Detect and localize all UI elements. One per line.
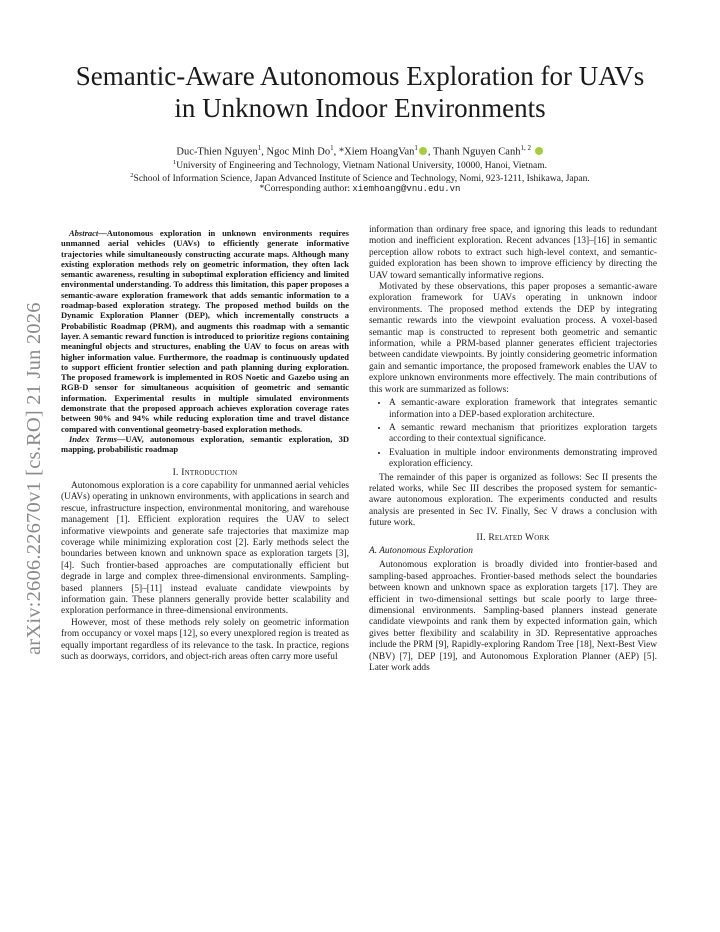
paragraph: Autonomous exploration is a core capability for unmanned aerial vehicles (UAVs) operating in unknown environments, with applications in search and rescue, infrastructure inspection, environmental monitoring, and warehouse management [1]. Efficient exploration requires the UAV to select informative viewpoints and generate safe trajectories that maximize map coverage while minimizing exploration cost [2]. Early methods select the boundaries between known and unknown space as exploration targets [3], [4]. Such frontier-based approaches are computationally efficient but degrade in large and complex three-dimensional environments. Sampling-based planners [5]–[11] instead evaluate candidate viewpoints by information gain. These planners generally provide better scalability and exploration performance in three-dimensional environments. bbox=[61, 480, 349, 617]
arxiv-identifier: arXiv:2606.22670v1 [cs.RO] 21 Jun 2026 bbox=[23, 302, 45, 655]
section-heading: II. Related Work bbox=[476, 531, 550, 543]
author-affiliation-mark: 1 bbox=[330, 144, 334, 152]
paragraph: information than ordinary free space, and ignoring this leads to redundant motion and inefficient exploration. Recent advances [13]–[16] in semantic perception allow robots to extract such high-level context, and semantic-guided exploration has been shown to improve efficiency by directing the UAV toward semantically informative regions. bbox=[369, 225, 657, 281]
list-item: • A semantic-aware exploration framework that integrates semantic information into a DEP-based exploration architecture. bbox=[389, 398, 657, 421]
affiliation-text: School of Information Science, Japan Advanced Institute of Science and Technology, Nomi, 923-1211, Ishikawa, Japan. bbox=[133, 174, 590, 185]
index-terms bbox=[61, 434, 349, 455]
list-item: • Evaluation in multiple indoor environments demonstrating improved exploration efficiency. bbox=[389, 448, 657, 471]
paragraph: However, most of these methods rely solely on geometric information from occupancy or voxel maps [12], so every unexplored region is treated as equally important regardless of its relevance to the task. In practice, regions such as doorways, corridors, and object-rich areas often carry more useful bbox=[61, 617, 349, 663]
abstract bbox=[61, 228, 349, 434]
index-terms-label: Index Terms bbox=[69, 433, 117, 444]
author-name: Ngoc Minh Do bbox=[266, 146, 331, 158]
abstract-label: Abstract bbox=[69, 228, 99, 238]
paragraph: Motivated by these observations, this paper proposes a semantic-aware exploration framework for UAVs operating in unknown indoor environments. The proposed method extends the DEP by integrating semantic rewards into the viewpoint evaluation process. A voxel-based semantic map is constructed to represent both geometric and semantic information, while a PRM-based planner generates efficient trajectories between candidate viewpoints. By jointly considering geometric information gain and semantic importance, the proposed framework enables the UAV to explore unknown environments more effectively. The main contributions of this work are summarized as follows: bbox=[369, 282, 657, 395]
title-line-1: Semantic-Aware Autonomous Exploration for UAVs bbox=[75, 61, 645, 91]
index-terms-text: —UAV, autonomous exploration, semantic exploration, 3D mapping, probabilistic roadmap bbox=[61, 433, 349, 455]
subsection-heading: A. Autonomous Exploration bbox=[369, 545, 473, 556]
author-name: *Xiem HoangVan bbox=[338, 146, 415, 158]
affiliation-mark: 2 bbox=[130, 172, 134, 179]
author-affiliation-mark: 1, 2 bbox=[520, 144, 531, 152]
corresponding-email[interactable]: xiemhoang@vnu.edu.vn bbox=[352, 184, 461, 194]
author-list: Duc-Thien Nguyen$^1$, Ngoc Minh Do$^1$, *Xiem HoangVan$^1$ , Thanh Nguyen Canh$^{1, 2}$ bbox=[40, 142, 680, 159]
title-line-2: in Unknown Indoor Environments bbox=[174, 93, 546, 123]
affiliation-mark: 1 bbox=[172, 159, 177, 166]
author-name: Duc-Thien Nguyen bbox=[176, 146, 258, 158]
list-item: • A semantic reward mechanism that prioritizes exploration targets according to their contextual significance. bbox=[389, 423, 657, 446]
contribution-list bbox=[369, 398, 657, 470]
corresponding-author bbox=[30, 183, 690, 195]
right-column bbox=[369, 225, 657, 674]
paragraph: The remainder of this paper is organized as follows: Sec II presents the related works, while Sec III describes the proposed system for semantic-aware autonomous exploration. The experiments conducted and results analysis are presented in Sec IV. Finally, Sec V draws a conclusion with future work. bbox=[369, 472, 657, 529]
orcid-icon[interactable] bbox=[419, 147, 427, 155]
author-affiliation-mark: 1 bbox=[257, 144, 262, 152]
paragraph: Autonomous exploration is broadly divided into frontier-based and sampling-based approaches. Frontier-based methods select the boundaries between known and unknown space as exploration targets [17]. They are efficient in two-dimensional settings but scale poorly to large three-dimensional environments. Sampling-based planners instead generate candidate viewpoints and rank them by expected information gain, which gives better flexibility and scalability in 3D. Representative approaches include the PRM [9], Rapidly-exploring Random Tree [18], Next-Best View (NBV) [7], DEP [19], and Autonomous Exploration Planner (AEP) [5]. Later work adds bbox=[369, 560, 657, 674]
section-heading: I. Introduction bbox=[172, 466, 238, 478]
orcid-icon[interactable] bbox=[535, 147, 543, 155]
paper-title bbox=[50, 60, 670, 124]
abstract-text: —Autonomous exploration in unknown environments requires unmanned aerial vehicles (UAVs) to efficiently generate informative trajectories while simultaneously constructing accurate maps. Although many existing exploration methods rely on geometric information, they often lack semantic awareness, resulting in suboptimal exploration efficiency and limited environmental understanding. To address this limitation, this paper proposes a semantic-aware exploration framework that adds semantic information to a roadmap-based exploration strategy. The proposed method builds on the Dynamic Exploration Planner (DEP), which incrementally constructs a Probabilistic Roadmap (PRM), and augments this roadmap with a semantic layer. A semantic reward function is introduced to prioritize regions containing meaningful objects and structures, enabling the UAV to focus on areas with higher information value. Furthermore, the roadmap is continuously updated to support efficient frontier selection and path planning during exploration. The proposed framework is implemented in ROS Noetic and Gazebo using an RGB-D sensor for simultaneous acquisition of geometric and semantic information. Experimental results in multiple simulated environments demonstrate that the proposed approach achieves exploration coverage rates between 90% and 94% while reducing exploration time and travel distance compared with conventional geometry-based exploration methods. bbox=[61, 228, 349, 434]
affiliation-text: University of Engineering and Technology, Vietnam National University, 10000, Hanoi, Vietnam. bbox=[176, 161, 548, 172]
author-name: Thanh Nguyen Canh bbox=[432, 146, 521, 158]
left-column bbox=[61, 228, 349, 663]
corresponding-label: *Corresponding author: bbox=[259, 184, 353, 194]
author-affiliation-mark: 1 bbox=[414, 144, 418, 152]
